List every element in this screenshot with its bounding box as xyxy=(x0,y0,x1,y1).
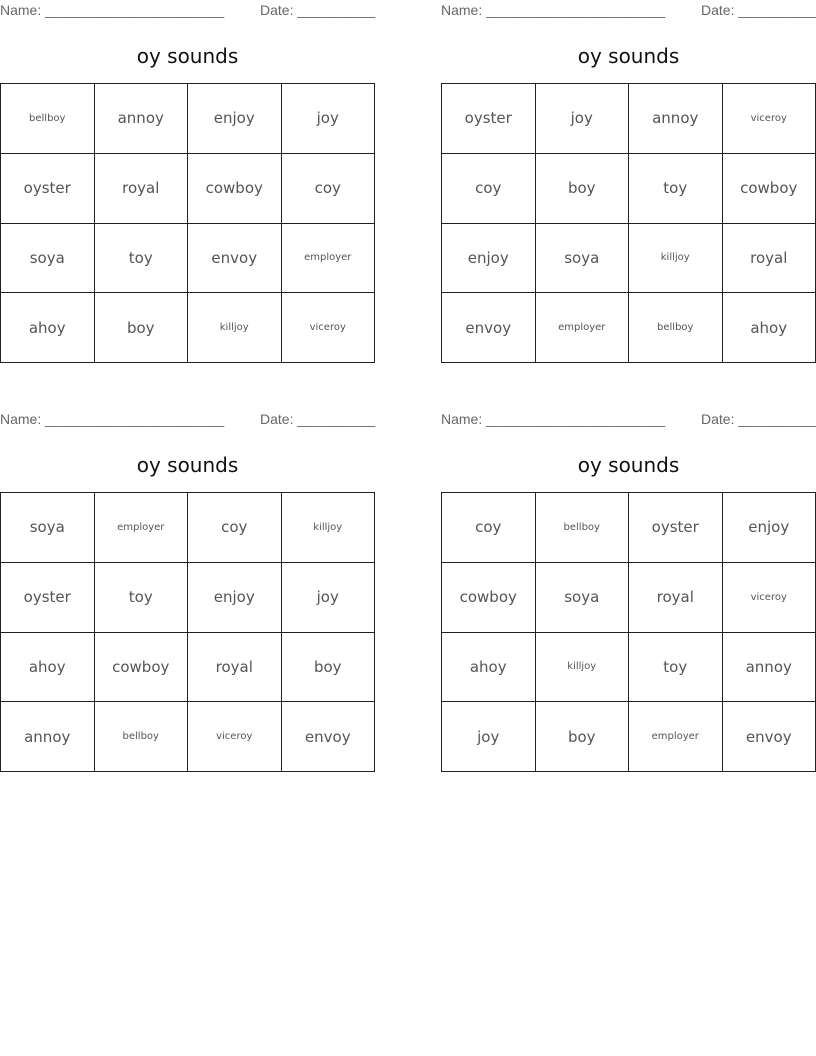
bingo-cell: envoy xyxy=(282,702,376,772)
bingo-cell: envoy xyxy=(723,702,816,772)
name-date-row xyxy=(441,411,816,427)
date-field[interactable]: Date: __________ xyxy=(701,411,816,427)
bingo-cell: employer xyxy=(536,293,630,363)
bingo-cell: cowboy xyxy=(188,154,282,224)
bingo-cell: ahoy xyxy=(442,633,536,703)
bingo-card-3 xyxy=(0,409,375,773)
bingo-card-1 xyxy=(0,0,375,364)
bingo-cell: soya xyxy=(536,224,630,294)
bingo-cell: ahoy xyxy=(1,293,95,363)
bingo-grid xyxy=(441,83,816,363)
bingo-cell: bellboy xyxy=(1,84,95,154)
bingo-cell: ahoy xyxy=(1,633,95,703)
bingo-cell: soya xyxy=(536,563,630,633)
name-date-row xyxy=(441,2,816,18)
bingo-card-2 xyxy=(441,0,816,364)
bingo-cell: enjoy xyxy=(723,493,816,563)
date-field[interactable]: Date: __________ xyxy=(260,2,376,18)
bingo-cell: soya xyxy=(1,224,95,294)
bingo-cell: soya xyxy=(1,493,95,563)
bingo-cell: boy xyxy=(95,293,189,363)
bingo-cell: oyster xyxy=(1,154,95,224)
bingo-cell: toy xyxy=(95,563,189,633)
bingo-cell: viceroy xyxy=(723,563,816,633)
bingo-card-4 xyxy=(441,409,816,773)
bingo-cell: enjoy xyxy=(188,563,282,633)
bingo-cell: royal xyxy=(723,224,816,294)
card-title: oy sounds xyxy=(136,453,239,477)
bingo-cell: bellboy xyxy=(95,702,189,772)
bingo-cell: oyster xyxy=(1,563,95,633)
bingo-grid xyxy=(441,492,816,772)
bingo-cell: annoy xyxy=(723,633,816,703)
card-title: oy sounds xyxy=(577,453,680,477)
bingo-cell: viceroy xyxy=(188,702,282,772)
name-date-row xyxy=(0,411,375,427)
bingo-cell: bellboy xyxy=(629,293,723,363)
bingo-cell: annoy xyxy=(95,84,189,154)
name-field[interactable]: Name: _______________________ xyxy=(0,411,225,427)
card-title: oy sounds xyxy=(136,44,239,68)
bingo-cell: royal xyxy=(95,154,189,224)
date-field[interactable]: Date: __________ xyxy=(260,411,376,427)
bingo-cell: enjoy xyxy=(442,224,536,294)
bingo-cell: cowboy xyxy=(95,633,189,703)
bingo-cell: oyster xyxy=(442,84,536,154)
name-field[interactable]: Name: _______________________ xyxy=(0,2,225,18)
bingo-cell: enjoy xyxy=(188,84,282,154)
name-date-row xyxy=(0,2,375,18)
bingo-cell: viceroy xyxy=(723,84,816,154)
date-field[interactable]: Date: __________ xyxy=(701,2,816,18)
bingo-cell: bellboy xyxy=(536,493,630,563)
bingo-cell: royal xyxy=(188,633,282,703)
bingo-cell: employer xyxy=(282,224,376,294)
bingo-grid xyxy=(0,83,375,363)
bingo-cell: killjoy xyxy=(536,633,630,703)
bingo-cell: coy xyxy=(442,493,536,563)
bingo-cell: viceroy xyxy=(282,293,376,363)
bingo-cell: toy xyxy=(629,633,723,703)
bingo-cell: annoy xyxy=(629,84,723,154)
bingo-cell: coy xyxy=(282,154,376,224)
bingo-cell: royal xyxy=(629,563,723,633)
bingo-cell: boy xyxy=(536,154,630,224)
bingo-cell: envoy xyxy=(442,293,536,363)
bingo-cell: employer xyxy=(629,702,723,772)
name-field[interactable]: Name: _______________________ xyxy=(441,411,666,427)
bingo-cell: cowboy xyxy=(723,154,816,224)
bingo-cell: coy xyxy=(188,493,282,563)
card-title: oy sounds xyxy=(577,44,680,68)
bingo-cell: killjoy xyxy=(629,224,723,294)
bingo-cell: joy xyxy=(282,84,376,154)
bingo-cell: coy xyxy=(442,154,536,224)
bingo-cell: employer xyxy=(95,493,189,563)
bingo-cell: envoy xyxy=(188,224,282,294)
bingo-cell: toy xyxy=(629,154,723,224)
name-field[interactable]: Name: _______________________ xyxy=(441,2,666,18)
bingo-cell: boy xyxy=(536,702,630,772)
bingo-cell: cowboy xyxy=(442,563,536,633)
bingo-cell: killjoy xyxy=(188,293,282,363)
bingo-cell: killjoy xyxy=(282,493,376,563)
bingo-cell: annoy xyxy=(1,702,95,772)
bingo-cell: boy xyxy=(282,633,376,703)
bingo-cell: joy xyxy=(442,702,536,772)
bingo-cell: joy xyxy=(536,84,630,154)
bingo-cell: joy xyxy=(282,563,376,633)
bingo-grid xyxy=(0,492,375,772)
bingo-cell: oyster xyxy=(629,493,723,563)
bingo-cell: ahoy xyxy=(723,293,816,363)
bingo-cell: toy xyxy=(95,224,189,294)
